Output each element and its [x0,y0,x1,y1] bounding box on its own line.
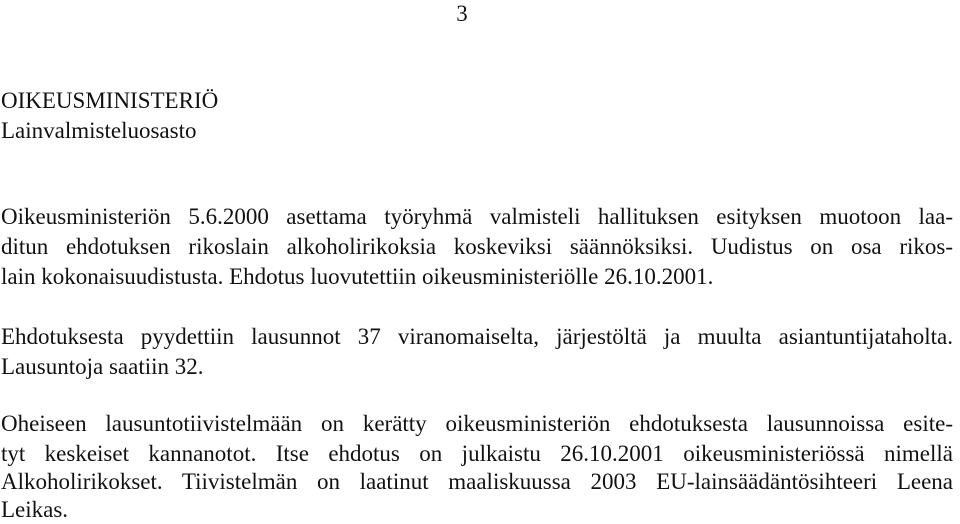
paragraph-1-line-1: Oikeusministeriön 5.6.2000 asettama työryhmä valmisteli hallituksen esityksen muotoon laa- [1,204,953,229]
paragraph-2-line-2: Lausuntoja saatiin 32. [1,354,204,379]
paragraph-1-line-3: lain kokonaisuudistusta. Ehdotus luovutettiin oikeusministeriölle 26.10.2001. [1,264,714,289]
paragraph-2-line-1: Ehdotuksesta pyydettiin lausunnot 37 viranomaiselta, järjestöltä ja muulta asiantuntijataholta. [1,324,953,349]
paragraph-3-line-3: Alkoholirikokset. Tiivistelmän on laatinut maaliskuussa 2003 EU-lainsäädäntösihteeri Leena [1,469,953,494]
paragraph-3-line-1: Oheiseen lausuntotiivistelmään on kerätty oikeusministeriön ehdotuksesta lausunnoissa esite- [1,411,953,436]
paragraph-3-line-4: Leikas. [1,497,69,522]
page-number: 3 [456,1,468,26]
department-heading: Lainvalmisteluosasto [1,118,197,143]
paragraph-1-line-2: ditun ehdotuksen rikoslain alkoholirikoksia koskeviksi säännöksiksi. Uudistus on osa rikos- [1,234,953,259]
ministry-heading: OIKEUSMINISTERIÖ [1,88,219,113]
paragraph-3-line-2: tyt keskeiset kannanotot. Itse ehdotus on julkaistu 26.10.2001 oikeusministeriössä nimellä [1,441,953,466]
